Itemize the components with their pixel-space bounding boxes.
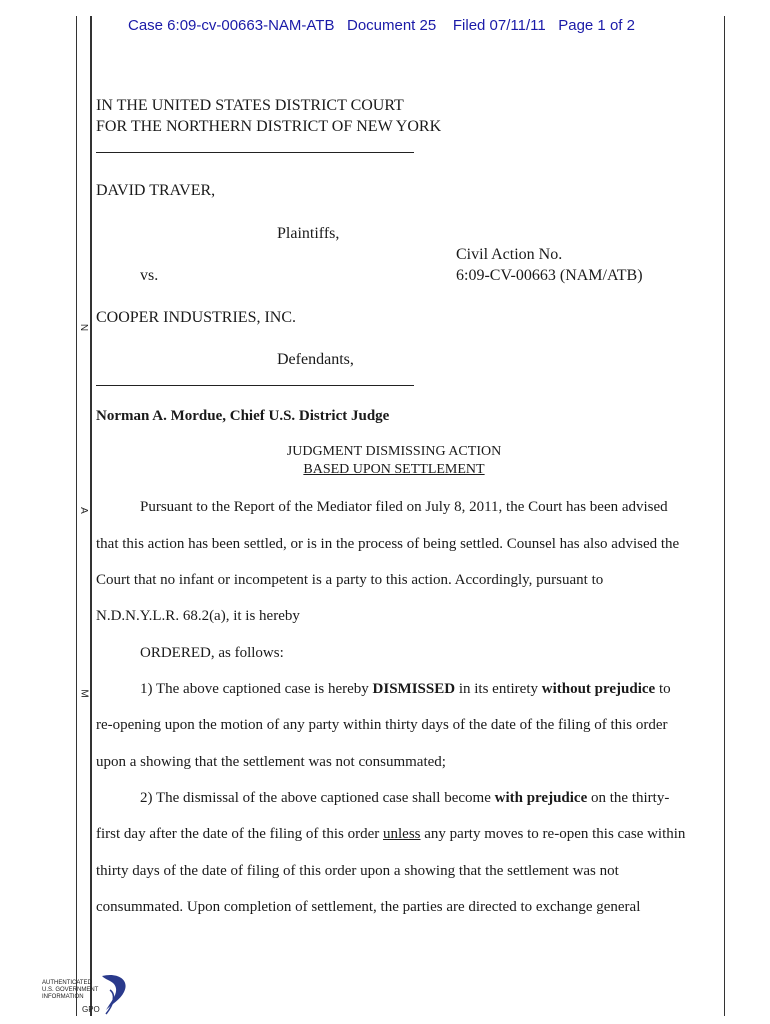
- margin-rule-right: [724, 16, 725, 1016]
- margin-rule-double: [90, 16, 92, 1016]
- eagle-icon: [102, 975, 126, 1014]
- item1-text-e: to: [655, 681, 671, 697]
- item2-unless: unless: [383, 826, 421, 842]
- filing-stamp: [128, 17, 635, 34]
- item2-text-a: 2) The dismissal of the above captioned case shall become: [140, 790, 495, 806]
- stamp-filed: Filed 07/11/11: [452, 17, 546, 34]
- civil-action-number: 6:09-CV-00663 (NAM/ATB): [456, 267, 643, 284]
- margin-letter-m: M: [78, 689, 90, 698]
- judgment-title-line2: BASED UPON SETTLEMENT: [303, 462, 485, 477]
- stamp-page: Page 1 of 2: [558, 17, 635, 34]
- judgment-title-line1: JUDGMENT DISMISSING ACTION: [286, 444, 502, 459]
- caption-rule-top: [96, 152, 414, 153]
- item1-line1: [140, 679, 671, 700]
- logo-text-authenticated: AUTHENTICATED: [42, 980, 92, 986]
- plaintiff-role: Plaintiffs,: [277, 225, 340, 242]
- margin-letter-n: N: [78, 323, 90, 332]
- item2-text-2a: first day after the date of the filing of this order: [96, 826, 383, 842]
- gpo-authenticated-logo: [40, 970, 140, 1018]
- item2-line1: [140, 788, 669, 809]
- stamp-case: Case 6:09-cv-00663-NAM-ATB: [128, 17, 335, 34]
- paragraph1-line1: Pursuant to the Report of the Mediator filed on July 8, 2011, the Court has been advised: [140, 499, 668, 515]
- item1-dismissed: DISMISSED: [372, 681, 456, 697]
- paragraph1-line3: Court that no infant or incompetent is a party to this action. Accordingly, pursuant to: [96, 572, 604, 588]
- margin-letter-a: A: [77, 507, 89, 514]
- ordered-heading: ORDERED, as follows:: [140, 645, 284, 661]
- defendant-role: Defendants,: [277, 351, 354, 368]
- item1-text-c: in its entirety: [455, 681, 542, 697]
- item1-line2: re-opening upon the motion of any party within thirty days of the date of the filing of this order: [96, 717, 668, 733]
- civil-action-label: Civil Action No.: [456, 246, 563, 263]
- logo-text-information: INFORMATION: [42, 994, 84, 1000]
- judge-name: Norman A. Mordue, Chief U.S. District Judge: [96, 408, 390, 424]
- item2-line4: consummated. Upon completion of settlement, the parties are directed to exchange general: [96, 899, 641, 915]
- logo-text-gpo: GPO: [82, 1005, 100, 1014]
- caption-rule-bottom: [96, 385, 414, 386]
- item1-line3: upon a showing that the settlement was not consummated;: [96, 754, 446, 770]
- paragraph1-line2: that this action has been settled, or is in the process of being settled. Counsel has also advised the: [96, 536, 680, 552]
- logo-text-government: U.S. GOVERNMENT: [42, 987, 99, 993]
- paragraph1-line4: N.D.N.Y.L.R. 68.2(a), it is hereby: [96, 608, 300, 624]
- item2-line2: [96, 824, 685, 845]
- court-name-line1: IN THE UNITED STATES DISTRICT COURT: [96, 97, 404, 114]
- stamp-document: Document 25: [346, 17, 437, 34]
- plaintiff-name: DAVID TRAVER,: [96, 182, 216, 199]
- defendant-name: COOPER INDUSTRIES, INC.: [96, 309, 297, 326]
- versus: vs.: [140, 267, 159, 284]
- item2-line3: thirty days of the date of filing of this order upon a showing that the settlement was not: [96, 863, 619, 879]
- court-name-line2: FOR THE NORTHERN DISTRICT OF NEW YORK: [96, 118, 442, 135]
- item1-without-prejudice: without prejudice: [541, 681, 656, 697]
- item2-text-c: on the thirty-: [587, 790, 670, 806]
- margin-rule-left: [76, 16, 77, 1016]
- item2-text-2c: any party moves to re-open this case within: [420, 826, 686, 842]
- item2-with-prejudice: with prejudice: [494, 790, 588, 806]
- item1-text-a: 1) The above captioned case is hereby: [140, 681, 373, 697]
